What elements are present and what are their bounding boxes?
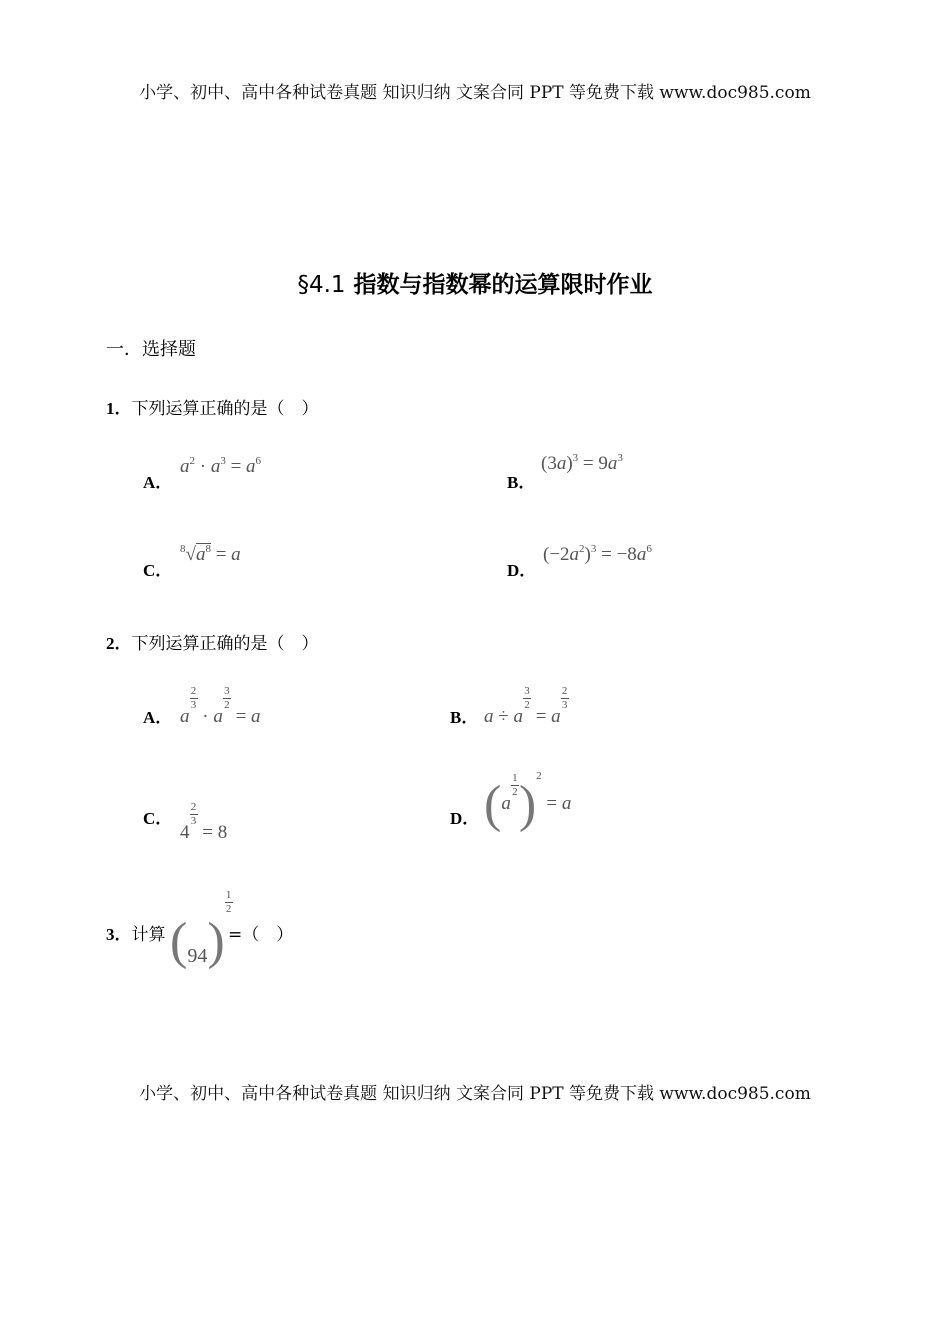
question-3	[106, 920, 166, 945]
q2-option-c-formula: 4 $\frac{2}{3}$ = 8	[180, 801, 228, 843]
page-header: 小学、初中、高中各种试卷真题 知识归纳 文案合同 PPT 等免费下载 www.doc985.com	[139, 83, 811, 103]
q1-option-c-label[interactable]: C．	[143, 561, 173, 580]
section-mark: §4.1	[297, 272, 346, 298]
q2-option-b-label[interactable]: B．	[450, 708, 479, 727]
q1-option-d-formula: $(-2a^2)^3 = -8a^6$	[543, 543, 652, 565]
question-number: 3．	[106, 925, 132, 944]
question-stem-prefix: 计算	[131, 925, 166, 945]
q1-option-d-label[interactable]: D．	[507, 561, 537, 580]
title-text: 指数与指数幂的运算限时作业	[353, 272, 653, 298]
page-title	[0, 266, 950, 299]
q1-option-b-label[interactable]: B．	[507, 473, 536, 492]
q2-option-a-label[interactable]: A．	[143, 708, 173, 727]
page-footer: 小学、初中、高中各种试卷真题 知识归纳 文案合同 PPT 等免费下载 www.doc985.com	[139, 1084, 811, 1104]
question-number: 2．	[106, 634, 132, 653]
section-heading: 一．选择题	[106, 339, 196, 360]
q2-option-b-formula: a ÷ a $\frac{3}{2}$ = a $\frac{2}{3}$	[484, 685, 568, 727]
q1-option-a-label[interactable]: A．	[143, 473, 173, 492]
question-stem: 下列运算正确的是（ ）	[131, 634, 319, 654]
q3-formula: (94) $\frac{1}{2}$	[170, 889, 232, 970]
q1-option-c-formula: $^8√a^8 = a$	[180, 543, 241, 565]
q1-option-b-formula: $(3a)^3 = 9a^3$	[541, 452, 623, 474]
question-number: 1．	[106, 399, 132, 418]
q2-option-d-formula: (a $\frac{1}{2}$ )$^2$ = a	[484, 770, 572, 833]
q2-option-d-label[interactable]: D．	[450, 809, 480, 828]
q2-option-c-label[interactable]: C．	[143, 809, 173, 828]
question-1	[106, 394, 319, 419]
q2-option-a-formula: a $\frac{2}{3}$ · a $\frac{3}{2}$ = a	[180, 685, 261, 727]
q1-option-a-formula: $a^2 \cdot a^3 = a^6$	[180, 455, 262, 477]
question-stem: 下列运算正确的是（ ）	[131, 399, 319, 419]
q3-answer-blank: =（ ）	[228, 925, 294, 945]
question-2	[106, 629, 319, 654]
